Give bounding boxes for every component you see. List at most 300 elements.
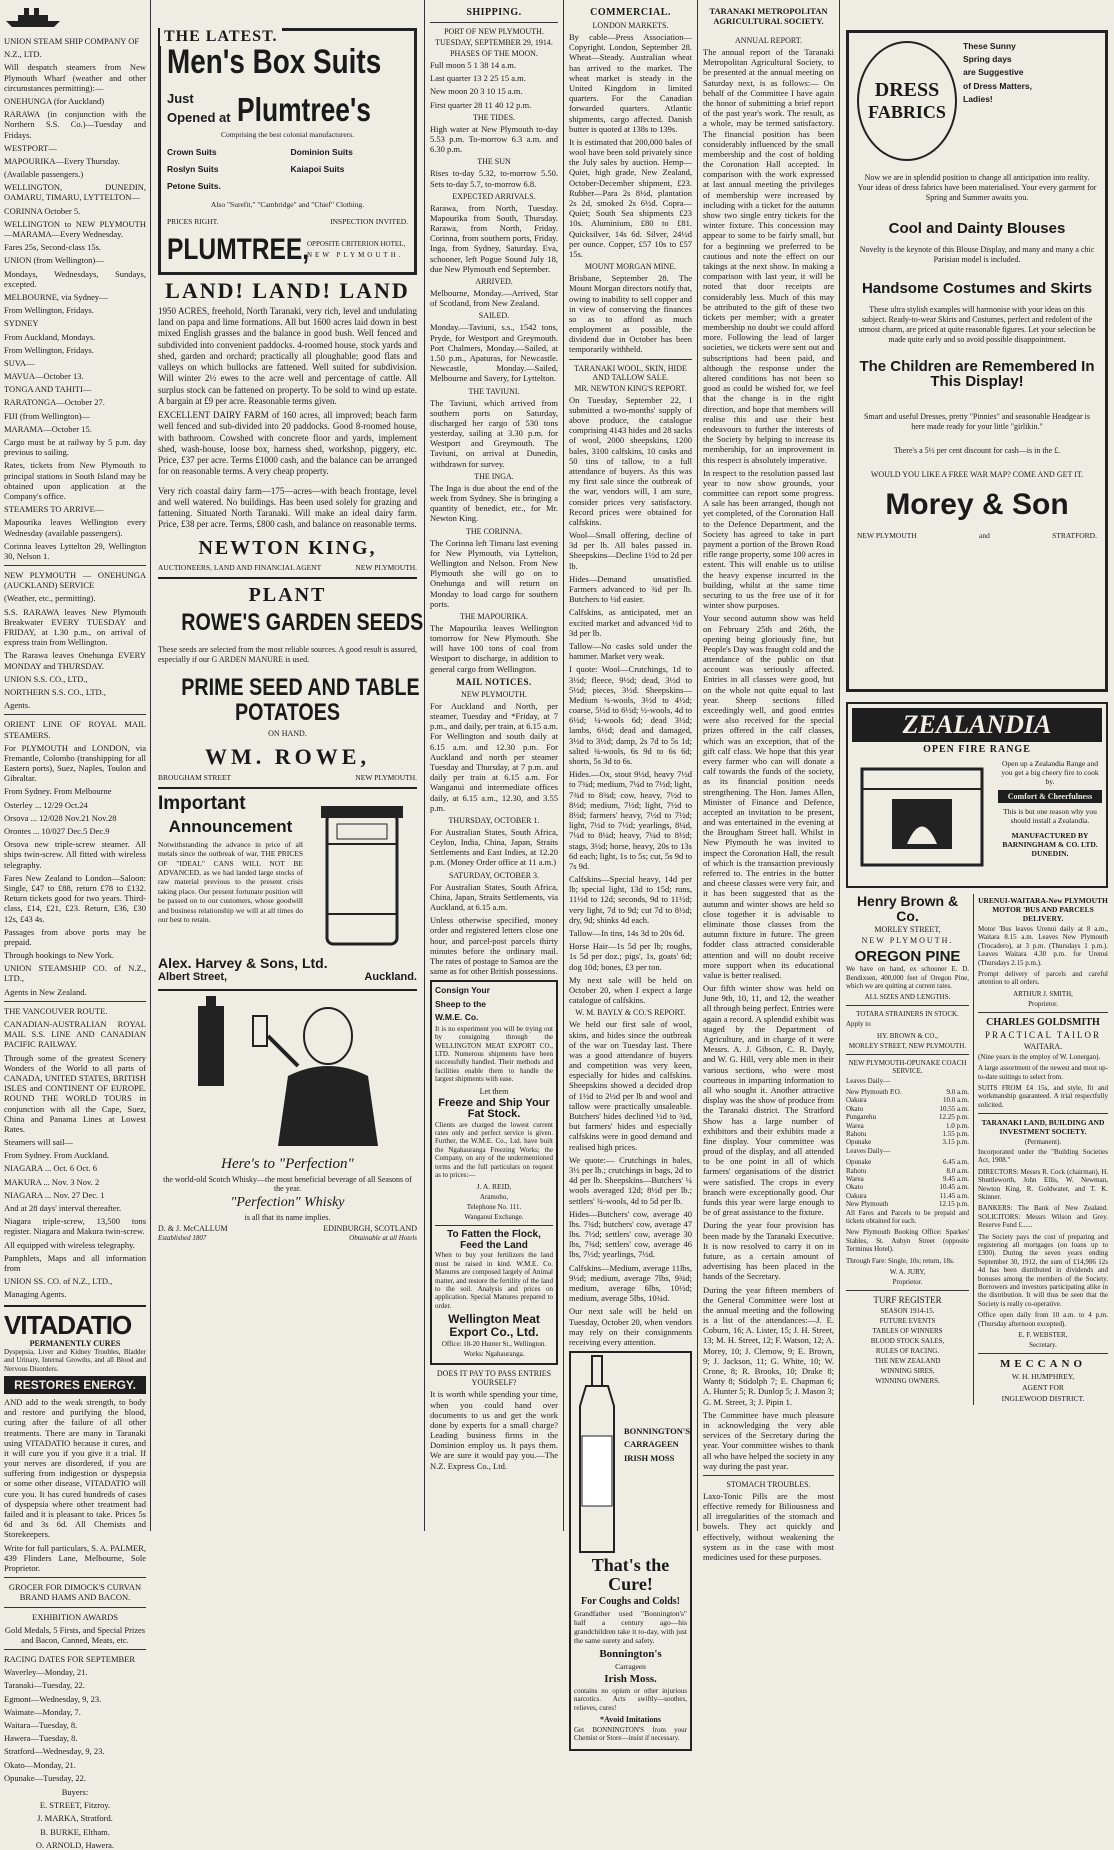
prompt-text: Prompt delivery of parcels and careful attention to all orders. (978, 969, 1108, 987)
racing-line: Opunake—Tuesday, 22. (4, 1772, 87, 1783)
land-heading: LAND! LAND! LAND (165, 277, 410, 303)
union-line: Rates, tickets from New Plymouth to principal stations in South Island may be obtained upon application at the Company's office. (4, 460, 146, 501)
coach-stop: Rahotu (846, 1166, 867, 1175)
annual-report-heading: ANNUAL REPORT. (734, 36, 803, 45)
phases-heading: PHASES OF THE MOON. (450, 49, 538, 58)
date-line: TUESDAY, SEPTEMBER 29, 1914. (435, 38, 553, 47)
auctioneers-label: AUCTIONEERS, LAND AND FINANCIAL AGENT (158, 562, 322, 572)
coach-heading: NEW PLYMOUTH-OPUNAKE COACH SERVICE. (848, 1058, 967, 1075)
ideal-cans-ad (158, 794, 417, 954)
coach-row (846, 1200, 969, 1208)
mount-morgan-heading: MOUNT MORGAN MINE. (584, 262, 677, 272)
alex-harvey-name: Alex. Harvey & Sons, Ltd. (158, 955, 328, 972)
hides-text: Hides.—Ox, stout 9½d, heavy 7½d to 7¾d; medium, 7¼d to 7½d; light, 7¾d to 8¾d; cow, heavy, 7½d to 8½d; medium, 7½d; light, 7½d to 8½d; farmers' heavy, 7½d to 7½d; light, 7½d to 7½d; yearlings, 8¼d, 7¼d to 8¼d; heavy, 7¼d to 8½d; stags, 3½d; horse, heavy, 20s to 13s 6d each; light, 1s to 5s; cut, 5s 9d to 7s 9d. (569, 769, 693, 871)
leaves-daily-1: Leaves Daily— (846, 1076, 891, 1085)
column-4 (564, 0, 697, 1743)
coach-time: 1.0 p.m. (946, 1121, 969, 1130)
thursday-text: For Australian States, South Africa, Ceylon, India, China, Japan, Straits Settlements and East Indies, at 12.20 p.m. (Money Order office at 11 a.m.) (430, 826, 558, 868)
racing-line: RACING DATES FOR SEPTEMBER (4, 1654, 136, 1665)
racing-line: Waimate—Monday, 7. (4, 1706, 81, 1717)
london-heading: LONDON MARKETS. (592, 21, 669, 30)
coach-stop: Opunake (846, 1138, 872, 1147)
dj-mccallum: D. & J. McCALLUM (158, 1224, 228, 1234)
union-line: CORINNA October 5. (4, 205, 81, 216)
perfection-whisky-name: "Perfection" Whisky (230, 1195, 345, 1211)
morey-dress-ad (846, 30, 1108, 692)
land-listing-1: 1950 ACRES, freehold, North Taranaki, very rich, level and undulating land on papa and lime formations. All but 1600 acres laid down in best mixed English grasses and the balance in good bush. Well fenced and subdivided into convenient paddocks. 4-roomed house, stock yards and shed, garden and orchard; practically all ploughable; good flats and valleys on which bullocks are fattened. Well suited for subdivision. Will winter 2½ ewes to the acre well and percentage of cattle. All surplus stock can be fattened on property. To be sold to wind up estate. A bargain at £9 per acre. Reasonable terms given. (158, 305, 417, 406)
newton-report-2: Wool—Small offering, decline of 3d per lb. All bales passed in. Sheepskins—Decline 1½d to 2d per lb. (569, 530, 692, 571)
tides-heading: THE TIDES. (472, 112, 516, 122)
does-it-pay-text: It is worth while spending your time, when you could hand over documents to us and get the work done by experts for a small charge? Leading business firms in the Dominion employ us. It pays them. We are sure it would pay you.—The N.Z. Express Co., Ltd. (430, 1389, 558, 1471)
union-line: UNION STEAM SHIP COMPANY OF (4, 36, 140, 46)
inga-heading: THE INGA. (474, 471, 514, 481)
vancouver-line: All equipped with wireless telegraphy. (4, 1239, 135, 1250)
union-line: FIJI (from Wellington)— (4, 410, 91, 421)
racing-line: Okato—Monday, 21. (4, 1759, 76, 1770)
avoid-imitations: *Avoid Imitations (600, 1715, 661, 1725)
turf-item: THE NEW ZEALAND (874, 1356, 941, 1365)
union-line: MARAMA—October 15. (4, 423, 92, 434)
plumtree-ad (158, 28, 417, 275)
coach-row (846, 1138, 969, 1146)
urenui-heading: URENUI-WAITARA-New PLYMOUTH MOTOR 'BUS AND PARCELS DELIVERY. (978, 896, 1108, 923)
carrageen: Carrageen (615, 1661, 646, 1671)
henry-brown-name: Henry Brown & Co. (856, 893, 959, 924)
mail-heading: MAIL NOTICES. (456, 676, 532, 687)
vitadatio-brand: VITADATIO (4, 1309, 132, 1340)
land-listing-3: Very rich coastal dairy farm—175—acres—with beach frontage, level and well watered. No buildings. Has been used solely for grazing and fattening. Situated North Taranaki. Will make an ideal dairy farm. Price, £38 per acre. Terms, £800 cash, and balance on reasonable terms. (158, 485, 417, 530)
report-para-7: The Committee have much pleasure in acknowledging the very able services of the Secretary during the year. Your committee wishes to thank all who have helped the society in any way during the past year. (703, 1409, 834, 1471)
milk-can-illustration (307, 794, 417, 954)
turf-item: BLOOD STOCK SALES, (870, 1336, 945, 1345)
zealandia-mfg: MANUFACTURED BY BARNINGHAM & CO. LTD. DUNEDIN. (1002, 831, 1098, 858)
mapourika-text: The Mapourika leaves Wellington tomorrow for New Plymouth. She will have 100 tons of coal from Westport to discharge, in addition to general cargo from Wellington. (430, 622, 558, 674)
directors: DIRECTORS: Messrs R. Cock (chairman), H. Shuttleworth, John Ellis, W. Newman, Newton King, R. Goldwater, and T. K. Skinner. (978, 1167, 1108, 1202)
racing-line: Waverley—Monday, 21. (4, 1667, 88, 1678)
onehunga-service-notice (4, 570, 146, 710)
racing-line: Taranaki—Tuesday, 22. (4, 1680, 85, 1691)
these-text: These ultra stylish examples will harmonise with your ideas on this subject. Ready-to-wear Skirts and Costumes, perfect and redolent of the utmost charm, are priced at quite reasonable figures. Let your selection be made quite early and so avoid possible disappointment. (858, 304, 1096, 344)
war-map-offer: WOULD YOU LIKE A FREE WAR MAP? COME AND GET IT. (870, 470, 1084, 479)
vitadatio-body: AND add to the weak strength, to body and restore and purifying the blood, curing after the failure of all other treatments. There are many in Taranaki using VITADATIO because it cures, and it will cure you if you give it a trial. If your nerves are disordered, if you are suffering from indigestion or dyspepsia or some other disease, VITADATIO will cure you. It has cured hundreds of cases of dyspepsia where other treatment had failed and it is pleasant to take. Prices 5s 6d and 3s 6d. All Chemists and Storekeepers. (4, 1396, 146, 1540)
racing-line: Stratford—Wednesday, 9, 23. (4, 1746, 105, 1757)
onehunga-line: UNION S.S. CO., LTD., (4, 673, 88, 684)
vancouver-line: Managing Agents. (4, 1289, 67, 1300)
union-line: Mapourika leaves Wellington every Wednesday (available passengers). (4, 517, 146, 538)
hb-np: NEW PLYMOUTH. (861, 936, 954, 946)
buyer-line: Buyers: (61, 1786, 89, 1797)
newton-report-heading: MR. NEWTON KING'S REPORT. (574, 383, 687, 393)
arrived-heading: ARRIVED. (475, 277, 513, 286)
london-text-2: It is estimated that 200,000 bales of wool have been sold privately since the July sales by auction. Hemp—Quiet, high grade, New Zealand, October-December shipment, £23. Rubber—Para 2s 8½d, plantation 2s 2d, smoked 2s 6½d. Copra—Quiet; South Sea shipments £23 10s. Aluminium, £80 to £81. Quicksilver, 14s 6d. Silver, 24½d per ounce. Copper, £57 10s to £57 15s. (569, 136, 692, 259)
announcement-heading: Announcement (168, 817, 293, 837)
moon-row: New moon 20 3 10 15 a.m. (430, 86, 523, 97)
coach-row (846, 1158, 969, 1166)
union-line: From Wellington, Fridays. (4, 344, 94, 355)
coach-time: 8.0 a.m. (946, 1166, 969, 1175)
inga-text: The Inga is due about the end of the week from Sydney. She is bringing a quantity of benedict, etc., for Mr. Newton King. (430, 482, 558, 524)
awards-line: Gold Medals, 5 Firsts, and Special Prizes and Bacon, Canned, Meats, etc. (4, 1624, 146, 1645)
suit-name: Roslyn Suits (167, 163, 219, 174)
wme-office: Office: 18-20 Hunter St., Wellington. (441, 1340, 547, 1349)
saturday-heading: SATURDAY, OCTOBER 3. (448, 870, 540, 880)
mount-morgan-text: Brisbane, September 28. The Mount Morgan directors notify that, owing to inability to sell copper and in view of conserving the finances so as to afford as much employment as possible, the dividend due in October has been temporarily withheld. (569, 273, 692, 355)
handsome-heading: Handsome Costumes and Skirts (861, 279, 1093, 297)
corinna-heading: THE CORINNA. (466, 526, 522, 536)
shipping-heading: SHIPPING. (466, 7, 522, 18)
union-line: Will despatch steamers from New Plymouth Wharf (weather and other circumstances permitting):— (4, 62, 146, 93)
taviuni-heading: THE TAVIUNI. (468, 386, 520, 396)
auckland-label: Auckland. (364, 970, 417, 983)
vancouver-line: Through some of the greatest Scenery Wonders of the World to all parts of CANADA, UNITED STATES, BRITISH ISLES and CONTINENT OF EUROPE. ROUND THE WORLD TOURS in conjunction with all the Cape, Suez, China and Panama Lines at Lowest Rates. (4, 1052, 146, 1134)
coach-time: 12.15 p.m. (939, 1200, 969, 1209)
union-line: Fares 25s, Second-class 15s. (4, 242, 102, 253)
sunny-line: Spring days (963, 54, 1012, 65)
smith-name: ARTHUR J. SMITH, (1013, 989, 1073, 998)
new-plymouth-label-2: NEW PLYMOUTH. (355, 562, 417, 572)
all-sizes: ALL SIZES AND LENGTHS. (864, 993, 951, 1002)
mapourika-heading: THE MAPOURIKA. (460, 611, 528, 621)
sailed-heading: SAILED. (478, 311, 510, 321)
zealandia-name: ZEALANDIA (852, 708, 1102, 742)
whisky-gentleman-illustration (158, 996, 414, 1151)
vancouver-line: THE VANCOUVER ROUTE. (4, 1005, 108, 1016)
coach-row (846, 1183, 969, 1191)
office-text: New Plymouth Booking Office: Sparkes' Stables, St. Aubyn Street (opposite Terminus Hotel). (846, 1228, 969, 1254)
column-3 (425, 0, 563, 1531)
racing-line: Waitara—Tuesday, 8. (4, 1720, 78, 1731)
union-line: RARAWA (in conjunction with the Northern S.S. Co.)—Tuesday and Fridays. (4, 109, 146, 140)
tides-text: High water at New Plymouth to-day 5.53 p.m. To-morrow 6.3 a.m. and 6.30 p.m. (430, 123, 558, 155)
also-clothing: Also "Surefit," "Cambridge" and "Chief" Clothing. (210, 200, 365, 210)
large-assortment: A large assortment of the newest and most up-to-date suitings to select from. (978, 1064, 1108, 1081)
vancouver-line: NIAGARA ... Nov. 27 Dec. 1 (4, 1189, 105, 1200)
report-para-3: Your second autumn show was held on February 25th and 26th, the opening being gloriously fine, but People's Day was fraught cold and the attendance of the public on that account was seriously affected. Entries in all classes were good, but on the whole not quite equal to last year. Sheep sections filled exceedingly well, and good entries were also received for the special prizes offered in the calf classes, which was an exception, that of the gift calf class. We hope that this year every farmer who can will donate a calf towards the funds of the society, as its financial position needs strengthening. The Hon. James Allen, Minister of Finance and Defence, accepted an invitation to be present, and was entertained in the evening at the Brougham Street hall. Whilst in New Plymouth he was invited to inspect the Coronation Hall, the result of which is the transaction previously referred to. The entries in the butter and cheese classes were very fair, and it has been suggested that as the autumn and winter shows are held so close together it is advisable to eliminate those classes from the autumn fixture in future. The green fodder class attracted considerable attention and will no doubt receive more support when its educational value is better realised. (703, 613, 834, 980)
consign-text: It is no experiment you will be trying out by consigning through the WELLINGTON MEAT EXPORT CO., LTD. Numerous shipments have been successfully handled. Their methods and facilities enable them to handle the largest shipments with ease. (435, 1024, 553, 1084)
onehunga-line: NORTHERN S.S. CO., LTD., (4, 686, 106, 697)
land-ad (158, 279, 417, 572)
coach-stop: New Plymouth P.O. (846, 1088, 902, 1097)
union-line: WESTPORT— (4, 142, 57, 153)
brougham-street: BROUGHAM STREET (158, 773, 232, 783)
suit-name: Kaiapoi Suits (290, 163, 345, 174)
column-5 (698, 0, 839, 1562)
grocer-notice: GROCER FOR DIMOCK'S CURVAN BRAND HAMS AND BACON. (8, 1582, 142, 1603)
coach-stop: New Plymouth (846, 1200, 889, 1209)
report-para-4: Our fifth winter show was held on June 9th, 10, 11, and 12, the weather all through being perfect. Entries were again a record. A splendid exhibit was staged by the Department of Agriculture, and in charge of it were Messrs. A. J. Gibson, C. R. Dayly, and W. G. Hill, very able men in their various sections, who were most courteous in imparting information to all who sought it. Another attractive display was the show of produce from the Taranaki district. The Stratford Show has a large number of exhibitors and their exhibits made a fine display. Your committee was proud of the display, and all attended to be one point in all of which farmers' organisations of the district were satisfied. The crops in every branch were exceptionally good. Our funds this year were large enough to be of great assistance to the fixture. (703, 983, 834, 1218)
zealandia-sub: OPEN FIRE RANGE (923, 744, 1031, 755)
coach-timetable-1 (846, 1088, 969, 1147)
humphrey: W. H. HUMPHREY, (1011, 1371, 1075, 1381)
coach-timetable-2 (846, 1158, 969, 1208)
obtainable-label: Obtainable at all Hotels (349, 1233, 417, 1242)
apply-to: Apply to (846, 1020, 871, 1029)
orient-line: Orsova new triple-screw steamer. All ships twin-screw. All fitted with wireless telegraphy. (4, 839, 146, 870)
vitadatio-ad (4, 1309, 146, 1574)
bayly-text-5: Our next sale will be held on Tuesday, October 20, when vendors may rely on their consignments receiving every attention. (569, 1306, 692, 1347)
morey-stratford: STRATFORD. (1052, 530, 1097, 540)
grandfather-text: Grandfather used "Bonnington's" half a century ago—his grandchildren take it to-day, with just the same surety and safety. (574, 1608, 687, 1645)
sunny-line: These Sunny (963, 41, 1016, 51)
orient-line: Osterley ... 12/29 Oct.24 (4, 799, 88, 810)
coach-row (846, 1175, 969, 1183)
just-label: Just (167, 90, 194, 106)
saturday-text: For Australian States, South Africa, China, Japan, Straits Settlements, via Auckland, at 6.15 a.m. (430, 881, 558, 912)
through-fare: Through Fare: Single, 10s; return, 18s. (846, 1256, 955, 1265)
bonningtons: Bonnington's (599, 1647, 662, 1660)
awards-notice (4, 1612, 146, 1646)
sun-heading: THE SUN (477, 157, 511, 167)
plumtree-name: PLUMTREE, (167, 233, 310, 267)
onehunga-line: Agents. (4, 700, 31, 711)
smart-text: Smart and useful Dresses, pretty "Pinnies" and seasonable Headgear is here made ready for your little "girlikin." (863, 412, 1091, 431)
report-para-2: In respect to the resolution passed last year to now show grounds, your committee can report some progress. A sale has been arranged, though not yet completed, of the Coronation Hall to the Defence Department, and the Society has agreed to take in part payment a portion of the Brown Road rifle range property, some 100 acres in extent. This will enable us to utilise the heavy expense incurred in the building, whilst at the same time securing to us the free use of it for winter show purposes. (703, 467, 834, 611)
vancouver-line: NIAGARA ... Oct. 6 Oct. 6 (4, 1163, 98, 1174)
stomach-text: Laxo-Tonic Pills are the most effective remedy for Biliousness and all irregularities of the stomach and bowels. They act quickly and effectively, without weakening the system as in the case with most medicines used for these purposes. (703, 1490, 834, 1562)
morley-street: MORLEY STREET, (874, 925, 941, 935)
column-6 (840, 0, 1114, 1531)
union-line: WELLINGTON, DUNEDIN, OAMARU, TIMARU, LYTTELTON— (4, 182, 146, 203)
newton-report-5: Tallow—No casks sold under the hammer. Market very weak. (569, 640, 692, 662)
stomach-heading: STOMACH TROUBLES. (726, 1479, 811, 1489)
freeze-heading: Freeze and Ship Your Fat Stock. (438, 1096, 550, 1121)
moon-row: Last quarter 13 2 25 15 a.m. (430, 73, 526, 84)
onehunga-line: The Rarawa leaves Onehunga EVERY MONDAY and THURSDAY. (4, 650, 146, 671)
coach-time: 10.55 a.m. (939, 1104, 969, 1113)
moon-table (430, 60, 558, 110)
bottle-illustration (574, 1356, 620, 1556)
union-line: ONEHUNGA (for Auckland) (4, 95, 105, 106)
onehunga-line: NEW PLYMOUTH — ONEHUNGA (AUCKLAND) SERVICE (4, 570, 146, 591)
leaves-daily-2: Leaves Daily— (846, 1146, 891, 1155)
coach-time: 9.45 a.m. (942, 1174, 969, 1183)
taviuni-text: The Taviuni, which arrived from southern ports on Saturday, discharged her cargo of 530 tons yesterday, sailing at 3.30 p.m. for Westport and Greymouth. The Taviuni, on arrival at Dunedin, withdrawn for survey. (430, 397, 558, 469)
fares-text: All Fares and Parcels to be prepaid and tickets obtained for each. (846, 1208, 969, 1225)
zealandia-text: Open up a Zealandia Range and you get a big cheery fire to cook by. (1001, 759, 1099, 786)
suit-name: Dominion Suits (290, 146, 353, 157)
hy-brown: HY. BROWN & CO., (877, 1031, 938, 1040)
coach-row (846, 1122, 969, 1130)
bayly-text-4: Calfskins—Medium, average 11lbs, 9½d; medium, average 7lbs, 9¾d; medium, average 6lbs, 10½d; medium, average 5lbs, 10¾d. (569, 1262, 692, 1304)
morey-son-name: Morey & Son (885, 488, 1069, 521)
oregon-pine: OREGON PINE (854, 948, 961, 966)
jury-name: W. A. JURY, (889, 1267, 926, 1276)
orient-line: Agents in New Zealand. (4, 986, 87, 997)
report-para-6: During the year fifteen members of the General Committee were lost at the annual meeting and the following is a list of the attendances:—J. E. Coburn, 16; A. Lister, 15; J. H. Street, 13; M. H. Street, 12; F. Watson, 12; A. Morey, 10; J. Clemow, 9; E. Brown, 9; J. Jackson, 11; G. White, 10; W. Crone, 8; R. Brooks, 10; Drake 8; Wanty 8; Stidolph 7; E. Chapman 6; A. Hunter 5; R. Dunlop 5; J. Mason 3; G. M. Street, 3; J. Pipin 1. (703, 1284, 834, 1407)
coughs-colds: For Coughs and Colds! (580, 1595, 680, 1607)
announcement-text: Notwithstanding the advance in price of all metals since the outbreak of war, THE PRICES OF "IDEAL" CANS WILL NOT BE ADVANCED, as we had landed large stocks of raw material previous to the present crisis taking place. Our present fortunate position will be passed on to our customers, whose goodwill and business relationship we will at all times do our best to retain. (158, 839, 303, 924)
all-name-implies: is all that its name implies. (244, 1213, 331, 1223)
coach-row (846, 1105, 969, 1113)
morey-np: NEW PLYMOUTH (857, 530, 917, 540)
awards-line: EXHIBITION AWARDS (32, 1611, 118, 1622)
coach-stop: Warea (846, 1121, 864, 1130)
onehunga-line: (Weather, etc., permitting). (4, 593, 96, 604)
buyer-line: J. MARKA, Stratford. (37, 1813, 113, 1824)
orient-line: Through bookings to New York. (4, 950, 115, 961)
racing-line: Egmont—Wednesday, 9, 23. (4, 1693, 102, 1704)
bottle-label-line: CARRAGEEN (624, 1439, 679, 1450)
bottle-label-line: IRISH MOSS (624, 1452, 675, 1463)
coach-row (846, 1096, 969, 1104)
dress-label: DRESS (874, 79, 940, 101)
next-sale-text: My next sale will be held on October 20, when I expect a large catalogue of calfskins. (569, 974, 692, 1006)
novelty-text: Novelty is the keynote of this Blouse Display, and many and many a chic Parisian model is included. (859, 244, 1095, 264)
coach-row (846, 1088, 969, 1096)
plumtrees-name: Plumtree's (237, 91, 371, 129)
aramoho: Aramoho, (479, 1193, 509, 1202)
irish-moss: Irish Moss. (604, 1672, 657, 1685)
unless-text: Unless otherwise specified, money order and registered letters close one hour, and parcel-post parcels thirty minutes before the ordinary mail. The rates of postage to Samoa are the same as for other British possessions. (430, 915, 558, 977)
union-line: Corinna leaves Lyttelton 29, Wellington 30, Nelson 1. (4, 540, 146, 561)
suit-name: Petone Suits. (167, 181, 221, 192)
racing-dates (4, 1654, 146, 1783)
vitadatio-slogan: RESTORES ENERGY. (4, 1376, 146, 1394)
mail-text: For Auckland and North, per steamer, Tuesday and *Friday, at 7 p.m., and daily, per train, at 6.15 a.m. For Wellington and south daily at 6.15 a.m. and 12.30 p.m. For Auckland and north per steamer Tuesday and Thursday, at 7 p.m. and daily per train at 6.15 a.m. For Wanganui and intermediate offices daily, at 6.15 a.m., 12.30, and 3.55 p.m. (430, 700, 558, 813)
coach-time: 3.15 p.m. (942, 1138, 969, 1147)
turf-items (846, 1317, 969, 1385)
let-them: Let them (479, 1086, 509, 1096)
plant-heading: PLANT (248, 583, 327, 606)
turf-item: TABLES OF WINNERS (872, 1326, 943, 1335)
sunny-line: of Dress Matters, (963, 80, 1032, 91)
union-line: Cargo must be at railway by 5 p.m. day previous to sailing. (4, 437, 146, 458)
horse-hair-text: Horse Hair—1s 5d per lb; roughs, 1s 5d per doz.; pigs', 1s, goats' 6d; dog 10d; bones, £3 per ton. (569, 941, 692, 972)
bottle-label-line: BONNINGTON'S (624, 1426, 690, 1437)
urenui-text: Motor 'Bus leaves Urenui daily at 8 a.m., Waitara 8.15 a.m. Leaves New Plymouth (Trocadero), at 3 p.m. (Thursdays 1 p.m.). Leaves Waitara 4.30 p.m. for Urenui (Thursdays 2.15 p.m.). (978, 925, 1108, 967)
opposite-criterion: OPPOSITE CRITERION HOTEL, (307, 239, 406, 248)
freeze-text: Clients are charged the lowest current rates only and perfect service is given. Further, the W.M.E. Co., Ltd. have built the Ngahauranga Freezing Works; the Company, on any of the undermentioned terms and the full particulars on request as to prices:— (435, 1120, 553, 1180)
totara-strainers: TOTARA STRAINERS IN STOCK. (856, 1010, 959, 1019)
rowe-seeds-ad (158, 583, 424, 783)
coach-time: 11.45 a.m. (939, 1191, 969, 1200)
moon-row: Full moon 5 1 38 14 a.m. (430, 60, 516, 70)
new-plymouth-label: NEW PLYMOUTH. (307, 251, 404, 259)
fatten-heading: To Fatten the Flock, Feed the Land (447, 1229, 541, 1251)
column-1 (0, 0, 150, 1850)
quotes-text: I quote: Wool—Crutchings, 1d to 3½d; fleece, 9½d; dead, 3½d to 5½d; pieces, 3½d. Sheepskins—Medium ¾-wools, 3½d to 4½d; coarse, 5½d to 6½d; ½-wools, 4d to 6½d; ¼-wools 6d; dead 3½d; lambs, 6½d; dead and damaged, 3½d to 3½d; damp, 2s 7d to 5s 1d; salted ¾-wools, 6s 9d to 6s 6d; shorts, 5s 3d to 6s. (569, 664, 692, 766)
vitadatio-cures: Dyspepsia, Liver and Kidney Troubles, Bladder and Urinary, Internal Growths, and all Blood and Nervous Disorders. (4, 1347, 146, 1373)
dress-fabrics-emblem (857, 41, 957, 161)
tallow-text: Tallow—In tins, 14s 3d to 20s 6d. (569, 928, 685, 938)
buyer-line: E. STREET, Fitzroy. (39, 1800, 111, 1811)
turf-item: FUTURE EVENTS (879, 1316, 936, 1325)
union-line: STEAMERS TO ARRIVE— (4, 504, 104, 515)
union-line: WELLINGTON to NEW PLYMOUTH—MARAMA—Every Wednesday. (4, 218, 146, 239)
tlb-heading: TARANAKI LAND, BUILDING AND INVESTMENT SOCIETY. (981, 1118, 1105, 1137)
fatten-text: When to buy your fertilizers the land must be raised in kind. W.M.E. Co. Manures are composed largely of Animal matter, and restore the fertility of the land to the soil. Analysis and prices on application. Special Manures prepared to order. (435, 1251, 553, 1310)
vancouver-line: Pamphlets, Maps and all information from (4, 1252, 146, 1273)
range-illustration (852, 759, 992, 869)
new-plymouth-label-3: NEW PLYMOUTH. (355, 773, 417, 783)
turf-item: RULES OF RACING. (875, 1346, 940, 1355)
racing-line: Hawera—Tuesday, 8. (4, 1733, 78, 1744)
sunny-line: are Suggestive (963, 67, 1024, 78)
wme-works: Works: Ngahauranga. (463, 1350, 525, 1359)
vitadatio-tag: PERMANENTLY CURES (29, 1338, 121, 1348)
coach-stop: Oakura (846, 1191, 867, 1200)
union-line: TONGA AND TAHITI— (4, 384, 92, 395)
orient-line: Orsova ... 12/028 Nov.21 Nov.28 (4, 812, 117, 823)
wme-name: Wellington Meat Export Co., Ltd. (448, 1312, 540, 1339)
morey-and: and (979, 530, 990, 540)
union-line: (Available passengers.) (4, 169, 84, 180)
goldsmith-name: CHARLES GOLDSMITH (986, 1016, 1100, 1028)
waitara: WAITARA. (1023, 1041, 1063, 1051)
the-latest-heading: THE LATEST. (160, 28, 282, 46)
coach-row (846, 1130, 969, 1138)
mail-np: NEW PLYMOUTH. (461, 689, 527, 699)
albert-street: Albert Street, (158, 970, 228, 983)
potatoes-heading: POTATOES (235, 698, 340, 726)
column-2 (151, 0, 424, 1531)
orient-line: For PLYMOUTH and LONDON, via Fremantle, Colombo (transhipping for all Eastern ports), Suez, Naples, Toulon and Gibraltar. (4, 742, 146, 784)
jury-prop: Proprietor. (892, 1277, 923, 1286)
morley-np: MORLEY STREET, NEW PLYMOUTH. (848, 1041, 967, 1050)
coach-time: 1.55 p.m. (942, 1130, 969, 1139)
prices-right: PRICES RIGHT. (167, 217, 219, 227)
inglewood: INGLEWOOD DISTRICT. (1001, 1393, 1085, 1403)
consign-line: Sheep to the (435, 998, 487, 1009)
bankers: BANKERS: The Bank of New Zealand. SOLICITORS: Messrs Wilson and Grey. Reserve Fund £...... (978, 1204, 1108, 1230)
opened-label: Opened at (167, 110, 231, 126)
union-shipping-notice (4, 36, 146, 561)
coach-stop: Okato (846, 1183, 864, 1192)
union-line: From Auckland, Mondays. (4, 331, 96, 342)
newton-report-4: Calfskins, as anticipated, met an excited market and advanced ½d to 3d per lb. (569, 607, 692, 638)
discount-text: There's a 5½ per cent discount for cash—is in the £. (893, 446, 1061, 455)
wme-ad (430, 980, 558, 1365)
coach-row (846, 1192, 969, 1200)
turf-season: SEASON 1914-15. (880, 1306, 935, 1315)
report-para-5: During the year four provision has been made by the Taranaki Executive. It is now resolved to carry it on in future, as a certain amount of advertising has been placed in the hands of the Secretary. (703, 1220, 834, 1282)
expected-heading: EXPECTED ARRIVALS. (452, 191, 536, 201)
wanganui-exchange: Wanganui Exchange. (464, 1213, 524, 1222)
permanent: (Permanent). (1024, 1138, 1062, 1147)
wm-rowe-name: WM. ROWE, (205, 744, 370, 770)
union-line: UNION (from Wellington)— (4, 255, 104, 266)
union-line: MELBOURNE, via Sydney— (4, 291, 108, 302)
newton-report-text: On Tuesday, September 22, I submitted a two-months' supply of above produce, the catalogue comprising 4143 hides and 28 sacks of wool, 2000 sheepskins, 1200 bales, 3100 calfskins, 10 casks and 50 tins of tallow, to a full attendance of buyers. As this was my first sale since the outbreak of the war, vendors will, I am sure, consider prices very satisfactory. Record prices were obtained for calfskins. (569, 394, 692, 527)
newton-report-3: Hides—Demand unsatisfied. Farmers advanced to ¾d per lb. Butchers to ½d easier. (569, 573, 692, 605)
union-line: Mondays, Wednesdays, Sundays, excepted. (4, 268, 146, 289)
prime-seed-heading: PRIME SEED AND TABLE (181, 673, 420, 701)
orient-line: ORIENT LINE OF ROYAL MAIL STEAMERS. (4, 719, 146, 740)
moon-row: First quarter 28 11 40 12 p.m. (430, 99, 532, 110)
agent-for: AGENT FOR (1022, 1382, 1064, 1392)
report-para-1: The annual report of the Taranaki Metropolitan Agricultural Society, to be presented at the annual meeting on Saturday next, is as follows:— On behalf of the Committee I have again the honor of submitting a brief report of the past year's work. The result, as a whole, may be termed satisfactory. The financial position has been considerably influenced by the small membership and the cost of holding the Coronation Hall accepted. In comparison with the work expressed at last annual meeting the privileges of membership were increased by including with a ticket for the autumn show two single entry tickets for the winter fixture. This concession may appear to some to be fairly small, but for a beginning we preferred to be cautious and note the effect on our takings at the next show. In making a comparison with last year, it will be noted that door receipts are considerably less. Much of this may be attributed to the gift of these two tickets per member; with a greater membership no doubt we could afford more. Following the lead of larger societies, we tickets were sent out and subscriptions had been paid, and although the response under the altered conditions has not been so good as could be wished for, we feel that the change is in the right direction, and hope that members will realise this and use their best endeavours to further the interests of the Society by helping to increase its membership, for an improvement in this respect is absolutely imperative. (703, 47, 834, 465)
reid-name: J. A. REID, (476, 1182, 512, 1192)
corinna-text: The Corinna left Timaru last evening for New Plymouth, via Lyttelton, Wellington and Nelson. From New Plymouth she will go on to Onehunga and will return on Monday to load cargo for southern ports. (430, 537, 558, 609)
cool-blouses-heading: Cool and Dainty Blouses (888, 220, 1066, 237)
steamship-icon (4, 5, 64, 29)
heres-to-perfection: Here's to "Perfection" (221, 1156, 354, 1173)
on-hand: ON HAND. (268, 729, 307, 739)
onehunga-line: S.S. RARAWA leaves New Plymouth Breakwater EVERY TUESDAY and FRIDAY, at 1.30 p.m., on arrival of express train from Wellington. (4, 606, 146, 648)
edinburgh-scotland: EDINBURGH, SCOTLAND (323, 1224, 417, 1234)
office-hours: Office open daily from 10 a.m. to 4 p.m. (Thursday afternoon excepted). (978, 1311, 1108, 1328)
union-line: SUVA— (4, 357, 35, 368)
suit-name: Crown Suits (167, 146, 217, 157)
taranaki-wool-heading: TARANAKI WOOL, SKIN, HIDE AND TALLOW SALE. (574, 363, 687, 382)
coach-stop: Opunake (846, 1158, 872, 1167)
comprising-text: Comprising the best colonial manufacturers. (220, 129, 355, 139)
society-text: The Society pays the cost of preparing and registering all mortgages (on loans up to £300). During the seven years ending September 30, 1912, the sum of £14,986 12s 4d has been distributed in dividends and bonuses among the members of the Society. Borrowers and investors participating alike in the distribution. It will thus be seen that the Society is really co-operative. (978, 1232, 1108, 1308)
coach-time: 6.45 a.m. (942, 1158, 969, 1167)
thats-the-cure: That's the Cure! (591, 1555, 670, 1595)
meccano: MECCANO (999, 1357, 1087, 1370)
fabrics-label: FABRICS (868, 102, 946, 122)
